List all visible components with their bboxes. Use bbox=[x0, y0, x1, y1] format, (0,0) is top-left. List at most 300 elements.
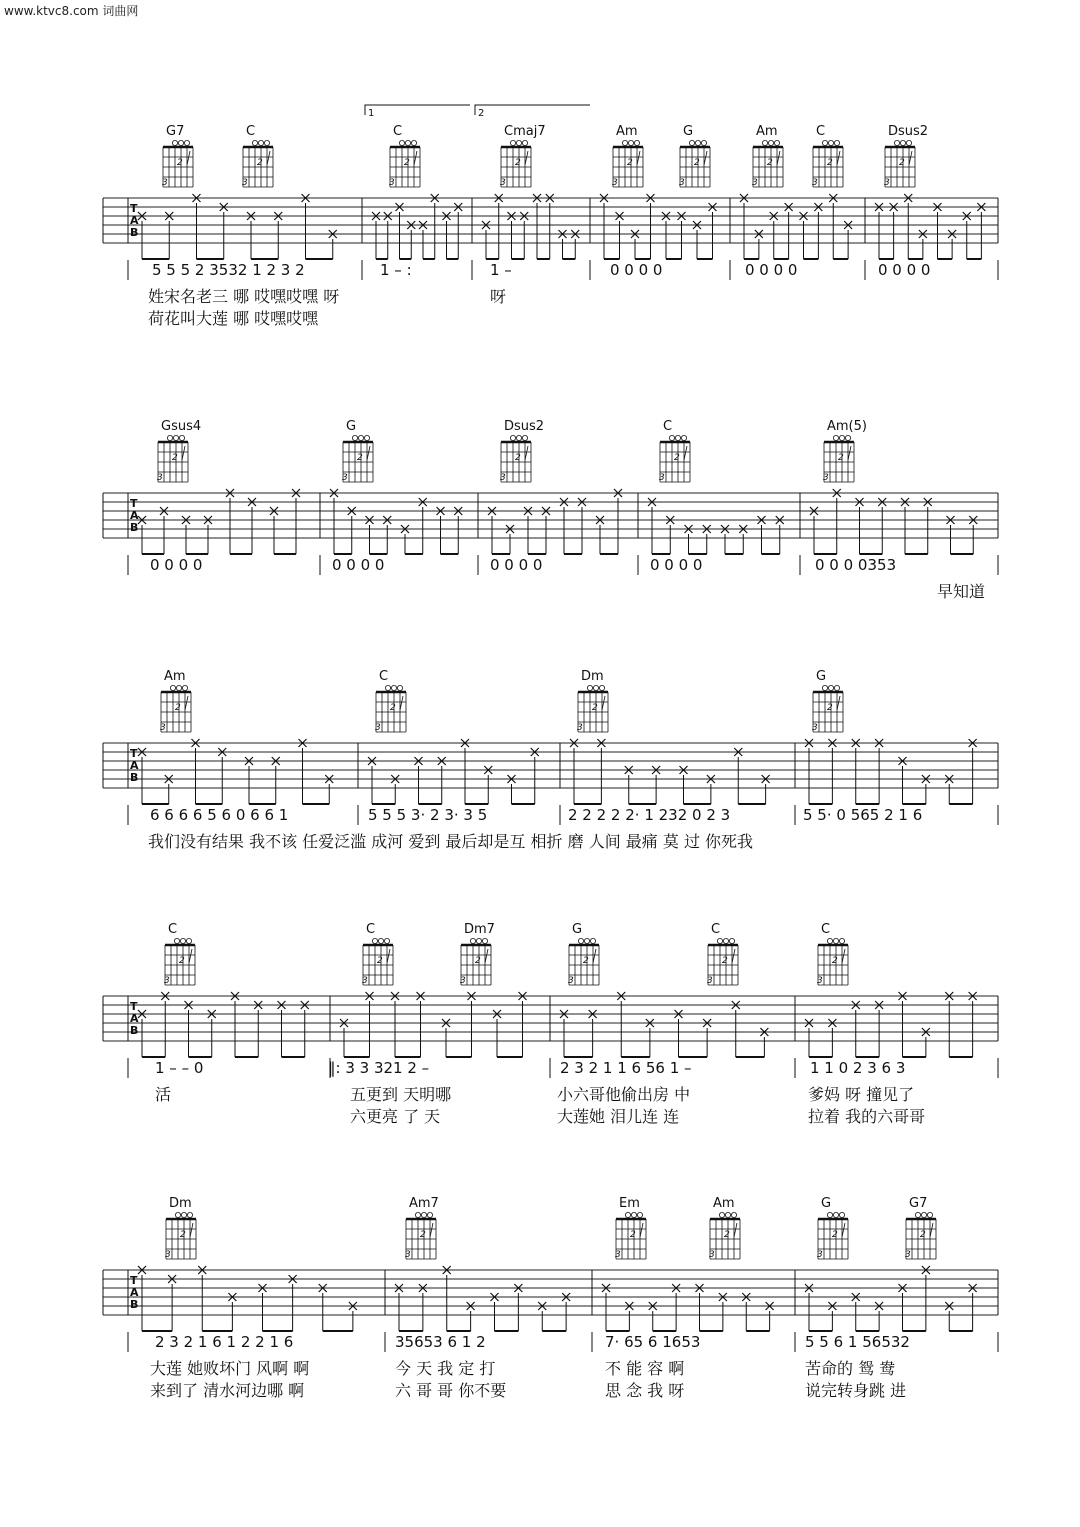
finger-line bbox=[525, 151, 528, 165]
chord-name: C bbox=[168, 922, 178, 937]
finger-line bbox=[485, 949, 488, 963]
finger-number: 3 bbox=[812, 178, 818, 188]
chord-name: C bbox=[816, 124, 826, 139]
open-string-mark bbox=[510, 140, 515, 145]
finger-number: 2 bbox=[827, 703, 833, 713]
finger-number: 2 bbox=[827, 158, 833, 168]
open-string-mark bbox=[385, 685, 390, 690]
open-string-mark bbox=[625, 1212, 630, 1217]
jianpu-notes: 2 3 2 1 1 6 56 1 – bbox=[560, 1059, 692, 1077]
finger-number: 2 bbox=[515, 158, 521, 168]
tab-clef-a: A bbox=[130, 509, 139, 522]
finger-number: 2 bbox=[838, 453, 844, 463]
finger-number: 3 bbox=[823, 473, 829, 483]
open-string-mark bbox=[421, 1212, 426, 1217]
open-string-mark bbox=[768, 140, 773, 145]
finger-number: 2 bbox=[420, 1230, 426, 1240]
open-string-mark bbox=[258, 140, 263, 145]
chord-name: Dm7 bbox=[464, 922, 495, 937]
chord-name: Am(5) bbox=[827, 419, 867, 434]
finger-line bbox=[777, 151, 780, 165]
open-string-mark bbox=[915, 1212, 920, 1217]
finger-number: 2 bbox=[180, 1230, 186, 1240]
open-string-mark bbox=[427, 1212, 432, 1217]
open-string-mark bbox=[894, 140, 899, 145]
open-string-mark bbox=[725, 1212, 730, 1217]
open-string-mark bbox=[927, 1212, 932, 1217]
open-string-mark bbox=[180, 938, 185, 943]
chord-name: Dsus2 bbox=[504, 419, 545, 434]
open-string-mark bbox=[364, 435, 369, 440]
open-string-mark bbox=[184, 140, 189, 145]
chord-diagram bbox=[389, 124, 420, 188]
open-string-mark bbox=[587, 685, 592, 690]
finger-number: 3 bbox=[812, 723, 818, 733]
finger-line bbox=[387, 949, 390, 963]
tab-clef-b: B bbox=[130, 1024, 139, 1037]
jianpu-notes: 0 0 0 0 bbox=[650, 556, 703, 574]
jianpu-notes: 1 – : bbox=[380, 261, 412, 279]
finger-line bbox=[367, 446, 370, 460]
open-string-mark bbox=[675, 435, 680, 440]
finger-number: 3 bbox=[162, 178, 168, 188]
open-string-mark bbox=[839, 435, 844, 440]
open-string-mark bbox=[900, 140, 905, 145]
open-string-mark bbox=[186, 938, 191, 943]
finger-number: 3 bbox=[460, 976, 466, 986]
chord-diagram bbox=[659, 419, 690, 483]
chord-diagram bbox=[165, 1196, 196, 1260]
open-string-mark bbox=[731, 1212, 736, 1217]
finger-line bbox=[637, 151, 640, 165]
chord-diagram bbox=[884, 124, 928, 188]
chord-diagram bbox=[500, 124, 546, 188]
finger-number: 2 bbox=[767, 158, 773, 168]
open-string-mark bbox=[719, 1212, 724, 1217]
finger-number: 3 bbox=[577, 723, 583, 733]
open-string-mark bbox=[358, 435, 363, 440]
open-string-mark bbox=[839, 938, 844, 943]
open-string-mark bbox=[405, 140, 410, 145]
finger-line bbox=[190, 1223, 193, 1237]
jianpu-notes: 5 5 6 1 56532 bbox=[805, 1333, 910, 1351]
finger-number: 2 bbox=[377, 956, 383, 966]
finger-line bbox=[732, 949, 735, 963]
finger-line bbox=[414, 151, 417, 165]
open-string-mark bbox=[179, 435, 184, 440]
open-string-mark bbox=[622, 140, 627, 145]
chord-diagram bbox=[375, 669, 406, 733]
volta-number-2: 2 bbox=[478, 108, 485, 119]
finger-number: 2 bbox=[630, 1230, 636, 1240]
open-string-mark bbox=[834, 140, 839, 145]
finger-line bbox=[400, 696, 403, 710]
open-string-mark bbox=[717, 938, 722, 943]
lyric-line-1: 苦命的 鸳 鸯 bbox=[805, 1359, 896, 1378]
open-string-mark bbox=[482, 938, 487, 943]
lyric-line-1: 活 bbox=[155, 1085, 172, 1104]
finger-line bbox=[430, 1223, 433, 1237]
jianpu-notes: 0 0 0 0 bbox=[745, 261, 798, 279]
open-string-mark bbox=[681, 435, 686, 440]
lyric-line-1: 不 能 容 啊 bbox=[605, 1359, 685, 1378]
open-string-mark bbox=[187, 1212, 192, 1217]
chord-diagram bbox=[362, 922, 393, 986]
finger-number: 3 bbox=[817, 1250, 823, 1260]
open-string-mark bbox=[701, 140, 706, 145]
finger-line bbox=[185, 696, 188, 710]
finger-line bbox=[837, 151, 840, 165]
finger-number: 2 bbox=[592, 703, 598, 713]
finger-number: 3 bbox=[707, 976, 713, 986]
lyric-line-1: 小六哥他偷出房 中 bbox=[557, 1085, 691, 1104]
finger-number: 2 bbox=[832, 1230, 838, 1240]
system-1 bbox=[103, 105, 998, 328]
open-string-mark bbox=[593, 685, 598, 690]
finger-number: 3 bbox=[568, 976, 574, 986]
open-string-mark bbox=[590, 938, 595, 943]
finger-line bbox=[848, 446, 851, 460]
jianpu-notes: 0 0 0 0 bbox=[332, 556, 385, 574]
finger-number: 3 bbox=[375, 723, 381, 733]
open-string-mark bbox=[252, 140, 257, 145]
open-string-mark bbox=[845, 435, 850, 440]
jianpu-notes: ‖: 3 3 321 2 – bbox=[328, 1059, 430, 1077]
finger-number: 3 bbox=[242, 178, 248, 188]
open-string-mark bbox=[723, 938, 728, 943]
open-string-mark bbox=[415, 1212, 420, 1217]
finger-number: 2 bbox=[899, 158, 905, 168]
finger-number: 3 bbox=[389, 178, 395, 188]
chord-name: G bbox=[572, 922, 583, 937]
chord-diagram bbox=[615, 1196, 646, 1260]
lyric-line-1: 早知道 bbox=[937, 582, 986, 601]
finger-line bbox=[593, 949, 596, 963]
tab-clef-t: T bbox=[130, 747, 138, 760]
open-string-mark bbox=[628, 140, 633, 145]
chord-diagram bbox=[823, 419, 867, 483]
finger-number: 3 bbox=[164, 976, 170, 986]
lyric-line-1: 我们没有结果 我不该 任爱泛滥 成河 爱到 最后却是互 相折 磨 人间 最痛 莫 过 你死我 bbox=[148, 832, 754, 851]
lyric-line-2: 拉着 我的六哥哥 bbox=[808, 1107, 926, 1126]
chord-diagram bbox=[164, 922, 195, 986]
chord-diagram bbox=[460, 922, 495, 986]
open-string-mark bbox=[516, 435, 521, 440]
open-string-mark bbox=[631, 1212, 636, 1217]
open-string-mark bbox=[669, 435, 674, 440]
open-string-mark bbox=[175, 1212, 180, 1217]
lyric-line-1: 呀 bbox=[490, 287, 507, 306]
system-5 bbox=[103, 1196, 998, 1400]
open-string-mark bbox=[397, 685, 402, 690]
chord-diagram bbox=[817, 1196, 848, 1260]
finger-number: 2 bbox=[179, 956, 185, 966]
finger-line bbox=[842, 1223, 845, 1237]
lyric-line-1: 爹妈 呀 撞见了 bbox=[808, 1085, 915, 1104]
finger-line bbox=[640, 1223, 643, 1237]
tab-clef-t: T bbox=[130, 1000, 138, 1013]
chord-diagram bbox=[707, 922, 738, 986]
finger-number: 3 bbox=[160, 723, 166, 733]
chord-name: Gsus4 bbox=[161, 419, 202, 434]
finger-number: 2 bbox=[177, 158, 183, 168]
chord-diagram bbox=[817, 922, 848, 986]
open-string-mark bbox=[167, 435, 172, 440]
chord-name: Am bbox=[616, 124, 638, 139]
finger-number: 2 bbox=[257, 158, 263, 168]
finger-number: 2 bbox=[390, 703, 396, 713]
chord-name: Am bbox=[164, 669, 186, 684]
open-string-mark bbox=[522, 140, 527, 145]
chord-diagram bbox=[905, 1196, 936, 1260]
open-string-mark bbox=[584, 938, 589, 943]
lyric-line-2: 六更亮 了 天 bbox=[350, 1107, 441, 1126]
chord-name: G bbox=[346, 419, 357, 434]
finger-number: 2 bbox=[627, 158, 633, 168]
tab-clef-b: B bbox=[130, 771, 139, 784]
chord-name: Am7 bbox=[409, 1196, 439, 1211]
open-string-mark bbox=[689, 140, 694, 145]
open-string-mark bbox=[378, 938, 383, 943]
chord-diagram bbox=[500, 419, 544, 483]
finger-number: 3 bbox=[612, 178, 618, 188]
open-string-mark bbox=[906, 140, 911, 145]
finger-line bbox=[684, 446, 687, 460]
open-string-mark bbox=[578, 938, 583, 943]
chord-name: Dm bbox=[581, 669, 604, 684]
chord-diagram bbox=[568, 922, 599, 986]
tab-clef-b: B bbox=[130, 226, 139, 239]
lyric-line-2: 说完转身跳 进 bbox=[805, 1381, 907, 1400]
finger-number: 2 bbox=[920, 1230, 926, 1240]
finger-line bbox=[525, 446, 528, 460]
jianpu-notes: 6 6 6 6 5 6 0 6 6 1 bbox=[150, 806, 289, 824]
finger-number: 2 bbox=[722, 956, 728, 966]
open-string-mark bbox=[729, 938, 734, 943]
chord-diagram bbox=[405, 1196, 439, 1260]
tab-clef-b: B bbox=[130, 521, 139, 534]
tab-clef-a: A bbox=[130, 1012, 139, 1025]
finger-line bbox=[909, 151, 912, 165]
chord-diagram bbox=[812, 669, 843, 733]
chord-diagram bbox=[679, 124, 710, 188]
lyric-line-2: 来到了 清水河边哪 啊 bbox=[150, 1381, 305, 1400]
finger-number: 3 bbox=[905, 1250, 911, 1260]
chord-name: C bbox=[366, 922, 376, 937]
volta-number-1: 1 bbox=[368, 108, 375, 119]
tab-clef-t: T bbox=[130, 1274, 138, 1287]
lyric-line-2: 思 念 我 呀 bbox=[605, 1381, 685, 1400]
chord-name: C bbox=[246, 124, 256, 139]
finger-number: 2 bbox=[357, 453, 363, 463]
chord-name: C bbox=[663, 419, 673, 434]
lyric-line-2: 六 哥 哥 你不要 bbox=[395, 1381, 507, 1400]
open-string-mark bbox=[834, 685, 839, 690]
finger-number: 3 bbox=[884, 178, 890, 188]
chord-name: C bbox=[379, 669, 389, 684]
finger-line bbox=[187, 151, 190, 165]
chord-name: Dm bbox=[169, 1196, 192, 1211]
jianpu-notes: 5 5 5 2 3532 1 2 3 2 bbox=[152, 261, 305, 279]
lyric-line-2: 荷花叫大莲 哪 哎嘿哎嘿 bbox=[148, 309, 319, 328]
lyric-line-1: 今 天 我 定 打 bbox=[395, 1359, 496, 1378]
open-string-mark bbox=[476, 938, 481, 943]
finger-number: 2 bbox=[172, 453, 178, 463]
jianpu-notes: 0 0 0 0 bbox=[878, 261, 931, 279]
finger-number: 3 bbox=[405, 1250, 411, 1260]
finger-number: 3 bbox=[752, 178, 758, 188]
tab-clef-t: T bbox=[130, 497, 138, 510]
jianpu-notes: 0 0 0 0 bbox=[150, 556, 203, 574]
finger-line bbox=[189, 949, 192, 963]
finger-line bbox=[704, 151, 707, 165]
jianpu-notes: 0 0 0 0 bbox=[490, 556, 543, 574]
finger-number: 3 bbox=[165, 1250, 171, 1260]
volta-bracket-2 bbox=[475, 105, 590, 115]
finger-line bbox=[930, 1223, 933, 1237]
site-watermark: www.ktvc8.com 词曲网 bbox=[4, 4, 139, 18]
chord-name: Am bbox=[713, 1196, 735, 1211]
tab-clef-b: B bbox=[130, 1298, 139, 1311]
chord-name: Dsus2 bbox=[888, 124, 929, 139]
chord-diagram bbox=[812, 124, 843, 188]
lyric-line-1: 大莲 她败坏门 风啊 啊 bbox=[150, 1359, 310, 1378]
open-string-mark bbox=[176, 685, 181, 690]
tab-clef-a: A bbox=[130, 214, 139, 227]
open-string-mark bbox=[827, 938, 832, 943]
finger-number: 3 bbox=[817, 976, 823, 986]
finger-line bbox=[267, 151, 270, 165]
finger-number: 2 bbox=[475, 956, 481, 966]
open-string-mark bbox=[833, 435, 838, 440]
system-4 bbox=[103, 922, 998, 1126]
finger-number: 2 bbox=[404, 158, 410, 168]
chord-name: C bbox=[821, 922, 831, 937]
jianpu-notes: 7· 65 6 1653 bbox=[605, 1333, 701, 1351]
chord-diagram bbox=[577, 669, 608, 733]
lyric-line-2: 大莲她 泪儿连 连 bbox=[557, 1107, 680, 1126]
chord-diagram bbox=[612, 124, 643, 188]
open-string-mark bbox=[637, 1212, 642, 1217]
open-string-mark bbox=[833, 1212, 838, 1217]
open-string-mark bbox=[391, 685, 396, 690]
finger-number: 2 bbox=[515, 453, 521, 463]
jianpu-notes: 1 – bbox=[490, 261, 512, 279]
open-string-mark bbox=[774, 140, 779, 145]
open-string-mark bbox=[599, 685, 604, 690]
open-string-mark bbox=[181, 1212, 186, 1217]
open-string-mark bbox=[822, 140, 827, 145]
system-3 bbox=[103, 669, 998, 851]
open-string-mark bbox=[411, 140, 416, 145]
chord-name: G bbox=[821, 1196, 832, 1211]
jianpu-notes: 1 1 0 2 3 6 3 bbox=[810, 1059, 906, 1077]
chord-diagram bbox=[709, 1196, 740, 1260]
lyric-line-1: 五更到 天明哪 bbox=[350, 1085, 452, 1104]
finger-number: 2 bbox=[832, 956, 838, 966]
tab-clef-t: T bbox=[130, 202, 138, 215]
jianpu-notes: 0 0 0 0353 bbox=[815, 556, 897, 574]
chord-diagram bbox=[160, 669, 191, 733]
chord-name: G7 bbox=[166, 124, 185, 139]
chord-name: Em bbox=[619, 1196, 640, 1211]
lyric-line-1: 姓宋名老三 哪 哎嘿哎嘿 呀 bbox=[148, 287, 340, 306]
finger-number: 2 bbox=[724, 1230, 730, 1240]
open-string-mark bbox=[822, 685, 827, 690]
open-string-mark bbox=[264, 140, 269, 145]
open-string-mark bbox=[827, 1212, 832, 1217]
jianpu-notes: 1 – – 0 bbox=[155, 1059, 204, 1077]
open-string-mark bbox=[762, 140, 767, 145]
chord-name: C bbox=[711, 922, 721, 937]
finger-number: 3 bbox=[157, 473, 163, 483]
chord-diagram bbox=[162, 124, 193, 188]
open-string-mark bbox=[921, 1212, 926, 1217]
system-2 bbox=[103, 419, 998, 601]
chord-diagram bbox=[242, 124, 273, 188]
finger-number: 3 bbox=[679, 178, 685, 188]
chord-name: Am bbox=[756, 124, 778, 139]
finger-number: 3 bbox=[659, 473, 665, 483]
finger-number: 2 bbox=[175, 703, 181, 713]
chord-diagram bbox=[157, 419, 201, 483]
tab-clef-a: A bbox=[130, 759, 139, 772]
open-string-mark bbox=[470, 938, 475, 943]
chord-diagram bbox=[342, 419, 373, 483]
open-string-mark bbox=[173, 435, 178, 440]
finger-number: 3 bbox=[615, 1250, 621, 1260]
open-string-mark bbox=[833, 938, 838, 943]
open-string-mark bbox=[170, 685, 175, 690]
open-string-mark bbox=[174, 938, 179, 943]
chord-name: C bbox=[393, 124, 403, 139]
jianpu-notes: 2 2 2 2 2· 1 232 0 2 3 bbox=[568, 806, 731, 824]
finger-number: 3 bbox=[362, 976, 368, 986]
open-string-mark bbox=[384, 938, 389, 943]
finger-number: 2 bbox=[583, 956, 589, 966]
open-string-mark bbox=[178, 140, 183, 145]
tab-clef-a: A bbox=[130, 1286, 139, 1299]
chord-name: G bbox=[683, 124, 694, 139]
open-string-mark bbox=[352, 435, 357, 440]
jianpu-notes: 0 0 0 0 bbox=[610, 261, 663, 279]
open-string-mark bbox=[634, 140, 639, 145]
jianpu-notes: 35653 6 1 2 bbox=[395, 1333, 486, 1351]
open-string-mark bbox=[399, 140, 404, 145]
chord-name: G bbox=[816, 669, 827, 684]
open-string-mark bbox=[839, 1212, 844, 1217]
finger-line bbox=[837, 696, 840, 710]
finger-number: 3 bbox=[500, 473, 506, 483]
open-string-mark bbox=[172, 140, 177, 145]
chord-diagram bbox=[752, 124, 783, 188]
chord-name: Cmaj7 bbox=[504, 124, 546, 139]
finger-number: 3 bbox=[500, 178, 506, 188]
jianpu-notes: 5 5 5 3· 2 3· 3 5 bbox=[368, 806, 488, 824]
finger-number: 2 bbox=[694, 158, 700, 168]
jianpu-notes: 2 3 2 1 6 1 2 2 1 6 bbox=[155, 1333, 294, 1351]
open-string-mark bbox=[182, 685, 187, 690]
open-string-mark bbox=[372, 938, 377, 943]
open-string-mark bbox=[522, 435, 527, 440]
open-string-mark bbox=[828, 685, 833, 690]
chord-name: G7 bbox=[909, 1196, 928, 1211]
finger-line bbox=[182, 446, 185, 460]
open-string-mark bbox=[516, 140, 521, 145]
finger-number: 3 bbox=[342, 473, 348, 483]
finger-line bbox=[602, 696, 605, 710]
finger-line bbox=[734, 1223, 737, 1237]
